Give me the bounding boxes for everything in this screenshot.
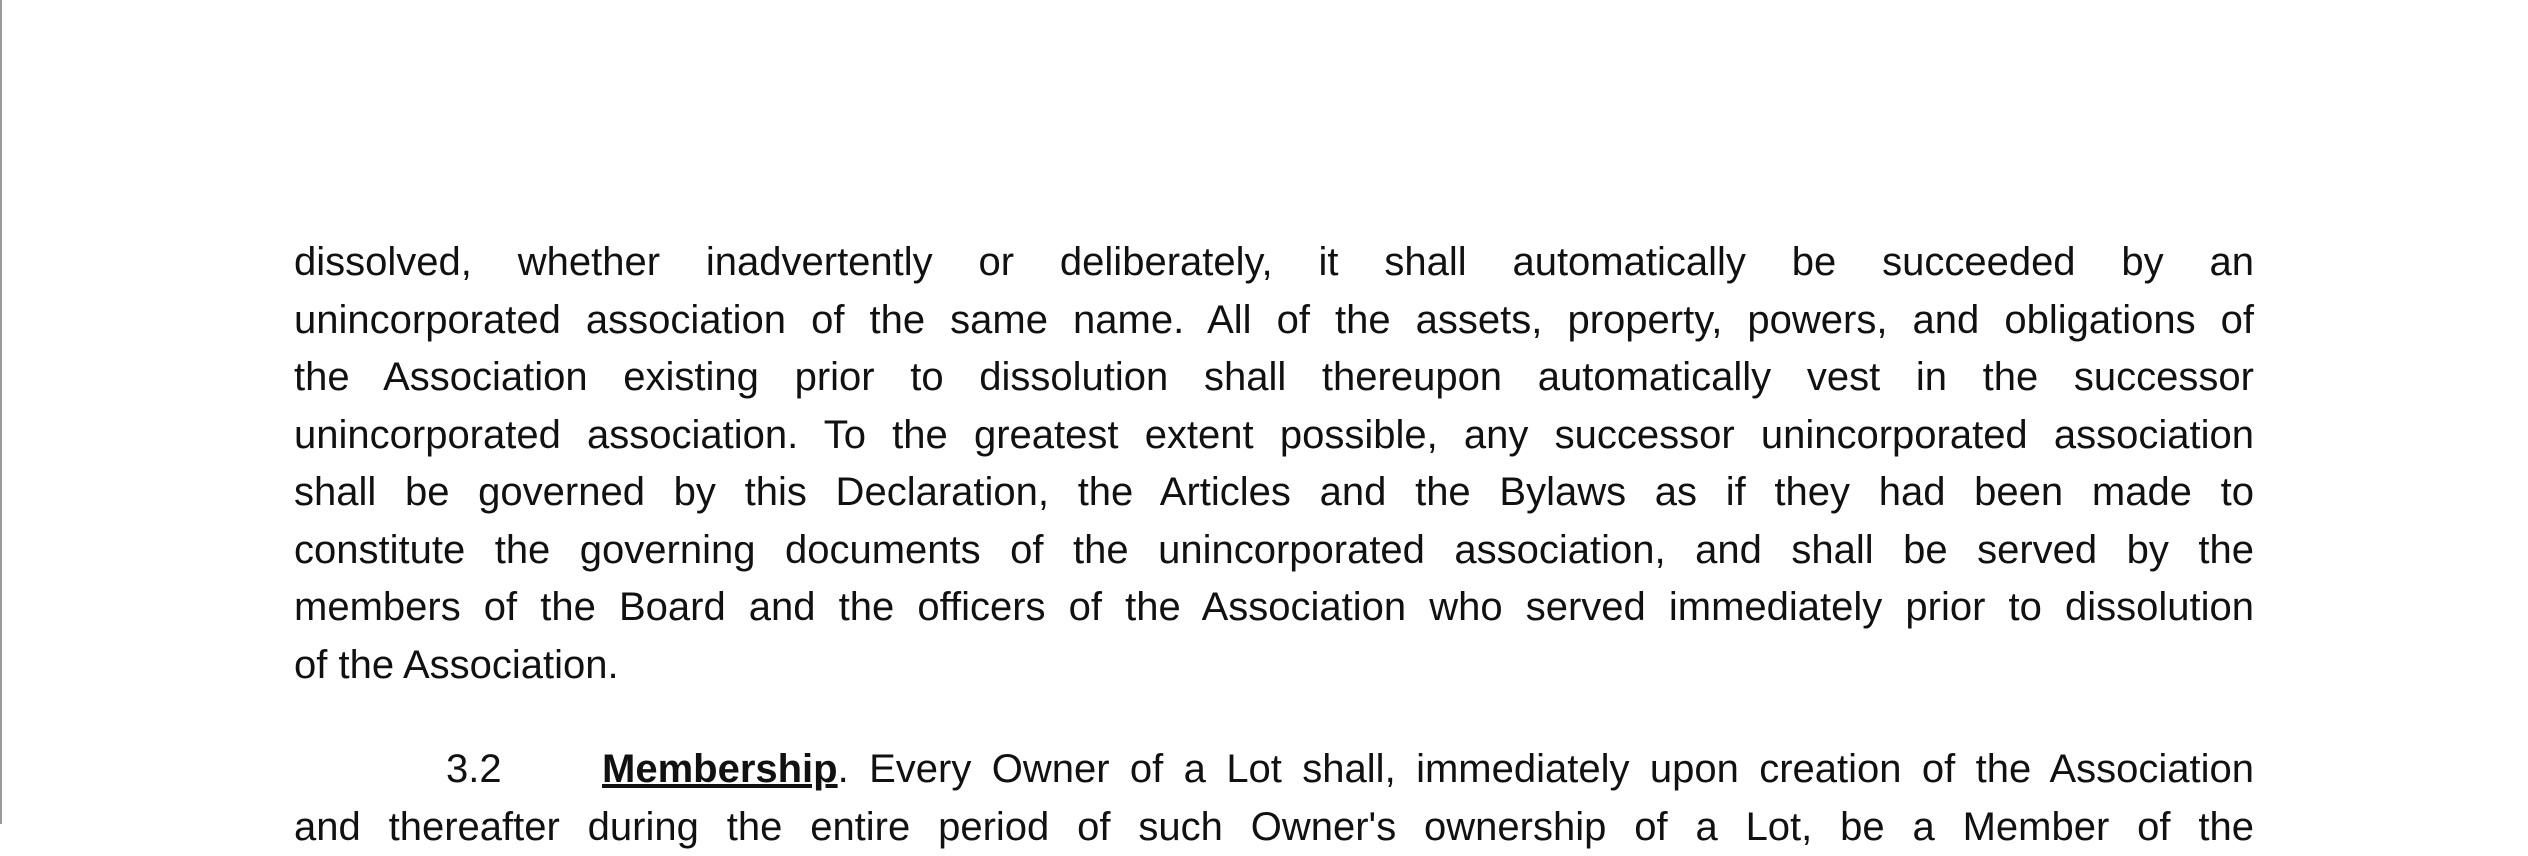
section-text: . Every Owner of a Lot shall, immediately upon creation of the Association: [838, 747, 2254, 791]
paragraph-line: unincorporated association. To the greatest extent possible, any successor unincorporated association: [294, 407, 2254, 465]
paragraph-line: dissolved, whether inadvertently or deliberately, it shall automatically be succeeded by an: [294, 234, 2254, 292]
section-title: Membership: [602, 747, 838, 791]
section-membership: [294, 741, 2254, 856]
section-continuation-line: and thereafter during the entire period of such Owner's ownership of a Lot, be a Member of the: [294, 799, 2254, 856]
document-body: [294, 234, 2254, 694]
paragraph-line: the Association existing prior to dissolution shall thereupon automatically vest in the successor: [294, 349, 2254, 407]
paragraph-line: unincorporated association of the same name. All of the assets, property, powers, and obligations of: [294, 292, 2254, 350]
section-heading-line: [294, 741, 2254, 799]
page-left-edge: [0, 0, 2, 824]
paragraph-line: of the Association.: [294, 637, 2254, 695]
paragraph-line: shall be governed by this Declaration, the Articles and the Bylaws as if they had been made to: [294, 464, 2254, 522]
paragraph-line: members of the Board and the officers of the Association who served immediately prior to dissolution: [294, 579, 2254, 637]
paragraph-dissolution: [294, 234, 2254, 694]
paragraph-line: constitute the governing documents of the unincorporated association, and shall be served by the: [294, 522, 2254, 580]
section-number: 3.2: [446, 741, 602, 799]
